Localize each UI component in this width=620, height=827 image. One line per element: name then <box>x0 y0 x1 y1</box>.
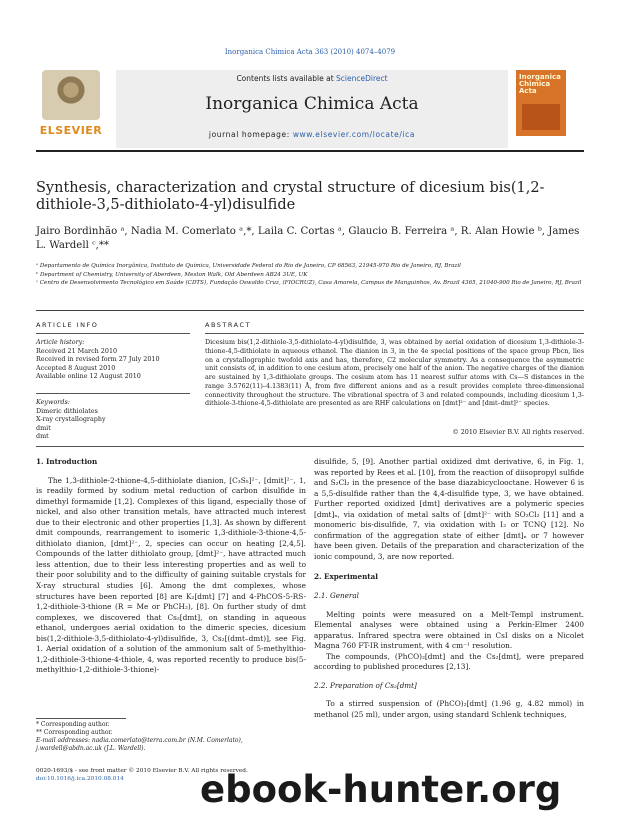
cover-title: Inorganica Chimica Acta <box>519 73 561 95</box>
abstract-heading: ABSTRACT <box>205 321 251 329</box>
history-label: Article history: <box>36 338 85 346</box>
keyword: X-ray crystallography <box>36 415 106 423</box>
cover-graphic <box>522 104 560 130</box>
section-heading-introduction: 1. Introduction <box>36 457 98 466</box>
general-paragraph: Melting points were measured on a Melt-Templ instrument. Elemental analyses were obtained using a Perkin-Elmer 2400 apparatus. Infrared spectra were obtained in CsI disks on a Nicolet Magna 760 FT-IR instrument, with 4 cm⁻¹ resolution. <box>314 609 584 651</box>
publisher-name: ELSEVIER <box>39 124 103 137</box>
preparation-paragraph: To a stirred suspension of (PhCO)₂[dmt] (1.96 g, 4.82 mmol) in methanol (25 ml), under argon, using standard Schlenk techniques, <box>314 699 584 719</box>
homepage-prefix: journal homepage: <box>208 130 293 139</box>
contents-prefix: Contents lists available at <box>236 74 334 83</box>
author-list: Jairo Bordinhão ᵃ, Nadia M. Comerlato ᵃ,*, Laila C. Cortas ᵃ, Glaucio B. Ferreira ᵃ, R. Alan Howie ᵇ, James L. Wardell ᶜ,** <box>36 226 580 251</box>
history-received: Received 21 March 2010 <box>36 346 118 355</box>
body-column-left <box>36 457 306 676</box>
title-divider <box>36 310 584 311</box>
keyword: Dimeric dithiolates <box>36 406 98 415</box>
journal-reference[interactable]: Inorganica Chimica Acta 363 (2010) 4074–4079 <box>224 48 396 56</box>
footnotes <box>36 721 306 753</box>
keywords-label: Keywords: <box>36 398 70 406</box>
affiliations <box>36 262 584 288</box>
keyword: dmit <box>36 423 51 432</box>
article-history <box>36 338 186 381</box>
affiliation-b: ᵇ Department of Chemistry, University of Aberdeen, Meston Walk, Old Aberdeen AB24 3UE, UK <box>36 271 308 278</box>
intro-paragraph: The 1,3-dithiole-2-thione-4,5-dithiolate dianion, [C₃S₅]²⁻, [dmit]²⁻, 1, is readily formed by sodium metal reduction of carbon disulfide in dimethyl formamide [1,2]. Complexes of this ligand, especially those of nickel, and also other transition metals, have attracted much interest due to their electronic and other properties [1,3]. As shown by different dmit compounds, rearrangement to isomeric 1,3-dithiole-3-thione-4,5-dithiolato dianion, [dmt]²⁻, 2, species can occur on heating [2,4,5]. Compounds of the latter dithiolato group, [dmt]²⁻, have attracted much less attention, due to their less interesting properties and as well to their poor solubility and to the difficulty of gaining suitable crystals for X-ray structural studies [6]. Among the dmt complexes, whose structures have been reported [8] are K₂[dmt] [7] and 4-PhCOS-5-RS-1,2-dithiole-3-thione (R = Me or PhCH₂), [8]. On further study of dmt complexes, we discovered that Cs₂[dmt], on standing in aqueous ethanol, undergoes aerial oxidation to the dimeric species, dicesium bis(1,2-dithiole-3,5-dithiolato-4-yl)disulfide, 3, Cs₂[(dmt–dmt)], see Fig. 1. Aerial oxidation of a solution of the ammonium salt of 5-methylthio-1,2-dithiole-3-thione-4-thiole, 4, was reported recently to produce bis(5-methylthio-1,2-dithiole-3-thione)- <box>36 475 306 675</box>
intro-continued-paragraph: disulfide, 5, [9]. Another partial oxidized dmt derivative, 6, in Fig. 1, was reported by Rees et al. [10], from the reaction of diisopropyl sulfide and S₂Cl₂ in the presence of the base diazabicyclooctane. However 6 is a 5,5-disulfide rather than the 4,4-disulfide type, 3, we have obtained. Further reported oxidized [dmt] derivatives are a polymeric species [dmt]ₙ, via oxidation of metal salts of [dmt]²⁻ with SO₂Cl₂ [11] and a monomeric bis-disulfide, 7, via oxidation with I₂ or TCNQ [12]. No confirmation of the aggregation state of either [dmt]ₙ or 7 however have been given. Details of the preparation and characterization of the ionic compound, 3, are now reported. <box>314 457 584 561</box>
abstract-rule <box>205 333 584 334</box>
article-info-rule <box>36 333 190 334</box>
elsevier-logo <box>36 68 106 148</box>
contents-line <box>116 74 508 83</box>
homepage-link[interactable]: www.elsevier.com/locate/ica <box>292 130 416 139</box>
doi-link[interactable]: doi:10.1016/j.ica.2010.08.014 <box>36 776 124 782</box>
homepage-line <box>116 130 508 139</box>
keyword: dmt <box>36 432 49 440</box>
keywords-rule <box>36 393 190 394</box>
elsevier-tree-icon <box>42 70 100 120</box>
affiliation-a: ᵃ Departamento de Química Inorgânica, Instituto de Química, Universidade Federal do Rio de Janeiro, CP 68563, 21945-970 Rio de Janeiro, RJ, Brazil <box>36 263 461 269</box>
watermark: ebook-hunter.org <box>200 768 562 811</box>
subsection-heading-general: 2.1. General <box>314 591 359 601</box>
general-paragraph-2: The compounds, (PhCO)₂[dmt] and the Cs₂[dmt], were prepared according to published procedures [2,13]. <box>314 651 584 672</box>
abstract-text: Dicesium bis(1,2-dithiole-3,5-dithiolato-4-yl)disulfide, 3, was obtained by aerial oxidation of dicesium 1,3-dithiole-3-thione-4,5-dithiolate in aqueous ethanol. The dianion in 3, in the 4e special positions of the space group Pbcn, lies on a crystallographic twofold axis and has, therefore, C2 molecular symmetry. As a consequence the asymmetric unit consists of, in addition to one cesium atom, precisely one half of the anion. The negative charges of the dianion are sustained by 1,3-dithiolate groups. The cesium atom has 11 nearest sulfur atoms with Cs—S distances in the range 3.5762(11)–4.1383(11) Å, from five different anions and as a result provides complete three-dimensional connectivity throughout the structure. The vibrational spectra of 3 and related compounds, including dicesium 1,3-dithiole-3-thione-4,5-dithiolate are presented as are RHF calculations on [dmt]²⁻ and [dmt–dmt]²⁻ species. <box>205 338 584 408</box>
sciencedirect-link[interactable]: ScienceDirect <box>336 74 388 83</box>
keywords <box>36 398 186 441</box>
footnote-emails[interactable]: E-mail addresses: nadia.comerlato@terra.com.br (N.M. Comerlato), j.wardell@abdn.ac.uk (J.L. Wardell). <box>36 737 243 752</box>
affiliation-c: ᶜ Centro de Desenvolvimento Tecnológico em Saúde (CDTS), Fundação Oswaldo Cruz, (FIOCRUZ), Casa Amarela, Campus de Manguinhos, Av. Brazil 4365, 21040-900 Rio de Janeiro, RJ, Brazil <box>36 280 582 286</box>
article-info-heading: ARTICLE INFO <box>36 321 99 329</box>
article-title: Synthesis, characterization and crystal structure of dicesium bis(1,2-dithiole-3,5-dithiolato-4-yl)disulfide <box>36 180 545 213</box>
footnote-corresponding-1: * Corresponding author. <box>36 721 110 728</box>
journal-cover-image <box>516 70 566 136</box>
history-revised: Received in revised form 27 July 2010 <box>36 355 160 363</box>
section-heading-experimental: 2. Experimental <box>314 572 378 582</box>
footnote-corresponding-2: ** Corresponding author. <box>36 729 113 736</box>
footnote-rule <box>36 718 126 719</box>
history-online: Available online 12 August 2010 <box>36 372 141 380</box>
header-divider <box>36 150 584 152</box>
abstract-divider <box>36 446 584 447</box>
journal-title: Inorganica Chimica Acta <box>205 94 419 114</box>
body-column-right <box>314 457 584 720</box>
history-accepted: Accepted 8 August 2010 <box>36 363 116 372</box>
subsection-heading-preparation: 2.2. Preparation of Cs₂[dmt] <box>314 680 417 690</box>
issn-line: 0020-1693/$ - see front matter © 2010 Elsevier B.V. All rights reserved. <box>36 768 248 774</box>
journal-header <box>116 70 508 148</box>
abstract-copyright: © 2010 Elsevier B.V. All rights reserved. <box>452 428 584 436</box>
